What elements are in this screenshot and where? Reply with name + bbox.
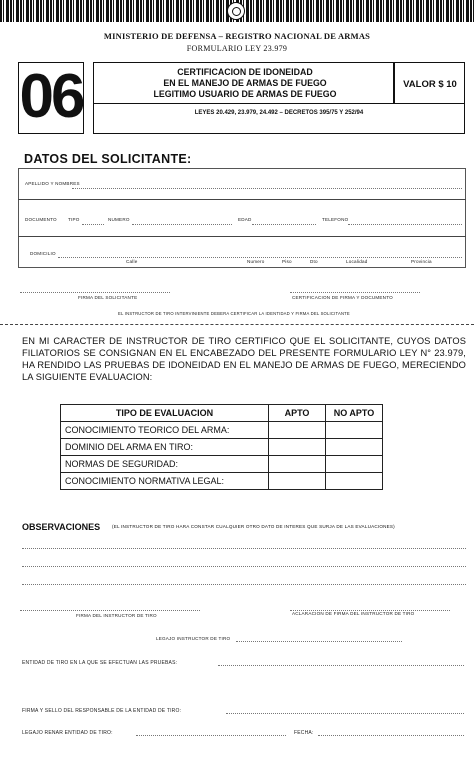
no-apto-cell[interactable] [326,456,383,473]
observaciones-line[interactable] [22,566,466,567]
col-header-tipo: TIPO DE EVALUACION [61,405,269,422]
piso-label: Piso [282,259,292,264]
eval-label: CONOCIMIENTO TEORICO DEL ARMA: [61,422,269,439]
eval-label: DOMINIO DEL ARMA EN TIRO: [61,439,269,456]
fecha-line[interactable] [318,735,464,736]
legajo-instructor-line[interactable] [236,641,402,642]
table-header-row [61,405,383,422]
numero-input-line[interactable] [132,224,232,225]
table-row [61,473,383,490]
telefono-input-line[interactable] [348,224,462,225]
divider [18,236,466,237]
col-header-apto: APTO [269,405,326,422]
edad-label: EDAD [238,217,252,222]
ministry-header: MINISTERIO DE DEFENSA – REGISTRO NACIONAL DE ARMAS [103,31,371,41]
evaluation-table [60,404,383,490]
firma-instructor-line[interactable] [20,610,200,611]
table-row [61,456,383,473]
price-label: VALOR $ 10 [403,79,457,90]
eval-label: CONOCIMIENTO NORMATIVA LEGAL: [61,473,269,490]
section-divider [0,324,474,325]
numero-label: NUMERO [108,217,130,222]
dto-label: Dto [310,259,318,264]
col-header-no-apto: NO APTO [326,405,383,422]
national-seal-icon [227,2,245,20]
numero-dom-label: Numero [247,259,265,264]
title-line-2: EN EL MANEJO DE ARMAS DE FUEGO [163,78,327,88]
legajo-instructor-label: LEGAJO INSTRUCTOR DE TIRO [156,636,231,641]
apellido-input-line[interactable] [72,188,462,189]
title-line-1: CERTIFICACION DE IDONEIDAD [177,67,313,77]
no-apto-cell[interactable] [326,473,383,490]
firma-instructor-label: FIRMA DEL INSTRUCTOR DE TIRO [76,613,157,618]
divider [18,199,466,200]
apto-cell[interactable] [269,422,326,439]
firma-solicitante-line[interactable] [20,292,170,293]
title-line-3: LEGITIMO USUARIO DE ARMAS DE FUEGO [153,89,337,99]
firma-sello-label: FIRMA Y SELLO DEL RESPONSABLE DE LA ENTIDAD DE TIRO: [22,708,182,714]
tipo-label: TIPO [68,217,80,222]
form-code: 06 [19,62,83,131]
firma-sello-line[interactable] [226,713,464,714]
legajo-renar-label: LEGAJO RENAR ENTIDAD DE TIRO: [22,730,113,736]
calle-label: Calle [126,259,138,264]
apto-cell[interactable] [269,473,326,490]
laws-box [93,104,465,134]
no-apto-cell[interactable] [326,422,383,439]
observaciones-line[interactable] [22,548,466,549]
apellido-label: APELLIDO Y NOMBRES [25,181,80,186]
tipo-input-line[interactable] [82,224,104,225]
table-row [61,422,383,439]
domicilio-input-line[interactable] [58,257,462,258]
instructor-statement: EN MI CARACTER DE INSTRUCTOR DE TIRO CERTIFICO QUE EL SOLICITANTE, CUYOS DATOS FILIATORIOS SE CONSIGNAN EN EL ENCABEZADO DEL PRESENTE FORMULARIO LEY N° 23.979, HA RENDIDO LAS PRUEBAS DE IDONEIDAD EN EL MANEJO DE ARMAS DE FUEGO, MERECIENDO LA SIGUIENTE EVALUACION: [22,336,466,382]
observaciones-note: (EL INSTRUCTOR DE TIRO HARA CONSTAR CUALQUIER OTRO DATO DE INTERES QUE SURJA DE LAS EVALUACIONES) [112,524,395,529]
provincia-label: Provincia [411,259,432,264]
form-id: FORMULARIO LEY 23.979 [186,44,288,53]
eval-label: NORMAS DE SEGURIDAD: [61,456,269,473]
observaciones-label: OBSERVACIONES [22,522,101,532]
localidad-label: Localidad [346,259,368,264]
observaciones-line[interactable] [22,584,466,585]
certificacion-line[interactable] [290,292,420,293]
aclaracion-label: ACLARACION DE FIRMA DEL INSTRUCTOR DE TIRO [292,611,415,616]
apto-cell[interactable] [269,439,326,456]
no-apto-cell[interactable] [326,439,383,456]
table-row [61,439,383,456]
fecha-label: FECHA: [294,730,314,736]
documento-label: DOCUMENTO [25,217,57,222]
firma-solicitante-label: FIRMA DEL SOLICITANTE [78,295,138,300]
entidad-label: ENTIDAD DE TIRO EN LA QUE SE EFECTUAN LAS PRUEBAS: [22,660,178,666]
apto-cell[interactable] [269,456,326,473]
legajo-renar-line[interactable] [136,735,286,736]
form-title [100,67,390,100]
domicilio-label: DOMICILIO [30,251,56,256]
laws-text: LEYES 20.429, 23.979, 24.492 – DECRETOS 395/75 Y 252/94 [194,110,364,116]
telefono-label: TELEFONO [322,217,349,222]
edad-input-line[interactable] [252,224,316,225]
certificacion-note: EL INSTRUCTOR DE TIRO INTERVINIENTE DEBERA CERTIFICAR LA IDENTIDAD Y FIRMA DEL SOLICITANTE [118,311,350,316]
certificacion-label: CERTIFICACION DE FIRMA Y DOCUMENTO [292,295,393,300]
entidad-line[interactable] [218,665,464,666]
section-title-solicitante: DATOS DEL SOLICITANTE: [24,152,192,166]
